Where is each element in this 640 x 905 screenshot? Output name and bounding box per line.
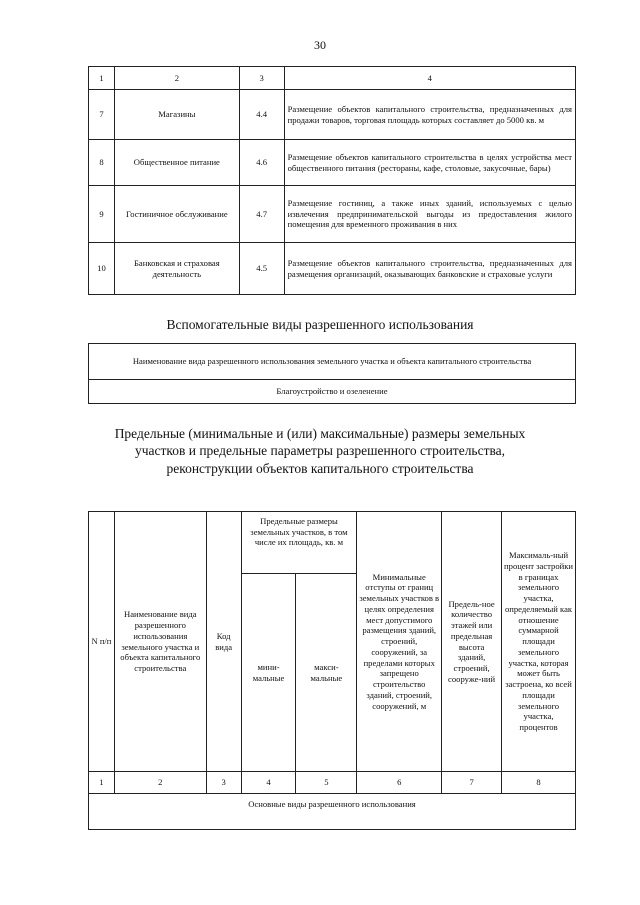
header-max-percent: Максималь-ный процент застройки в границах земельного участка, определяемый как отношение суммарной площади земельного участка, которая может быть застроена, ко всей площади земельного участка, процентов <box>502 512 576 772</box>
row-number: 8 <box>89 140 115 186</box>
header-cell: 4 <box>284 67 575 90</box>
use-description: Размещение гостиниц, а также иных зданий, используемых с целью извлечения предпринимательской выгоды из предоставления жилого помещения для временного проживания в них <box>284 186 575 243</box>
header-min: мини-мальные <box>241 574 296 772</box>
table-header-row <box>89 512 576 574</box>
column-number: 1 <box>89 772 115 794</box>
section-title: Основные виды разрешенного использования <box>89 794 576 830</box>
column-number: 8 <box>502 772 576 794</box>
column-numbers-row <box>89 772 576 794</box>
use-code: 4.6 <box>239 140 284 186</box>
use-code: 4.7 <box>239 186 284 243</box>
table-row <box>89 90 576 140</box>
table-header-row <box>89 67 576 90</box>
header-code: Код вида <box>206 512 241 772</box>
column-number: 6 <box>357 772 442 794</box>
column-number: 5 <box>296 772 357 794</box>
use-code: 4.5 <box>239 243 284 295</box>
auxiliary-uses-heading: Вспомогательные виды разрешенного использования <box>166 317 474 332</box>
table-row <box>89 140 576 186</box>
use-description: Размещение объектов капитального строительства, предназначенных для размещения организаций, оказывающих банковские и страховые услуги <box>284 243 575 295</box>
section-row <box>89 794 576 830</box>
auxiliary-uses-table <box>88 343 576 404</box>
use-description: Размещение объектов капитального строительства в целях устройства мест общественного питания (рестораны, кафе, столовые, закусочные, бары) <box>284 140 575 186</box>
use-name: Банковская и страховая деятельность <box>114 243 239 295</box>
table-row <box>89 186 576 243</box>
table-row <box>89 243 576 295</box>
header-max: макси-мальные <box>296 574 357 772</box>
auxiliary-header-cell: Наименование вида разрешенного использования земельного участка и объекта капитального строительства <box>89 344 576 380</box>
header-plot-sizes: Предельные размеры земельных участков, в том числе их площадь, кв. м <box>241 512 357 574</box>
header-use-name: Наименование вида разрешенного использования земельного участка и объекта капитального строительства <box>114 512 206 772</box>
header-number: N п/п <box>89 512 115 772</box>
column-number: 3 <box>206 772 241 794</box>
use-name: Общественное питание <box>114 140 239 186</box>
header-cell: 2 <box>114 67 239 90</box>
auxiliary-use-cell: Благоустройство и озеленение <box>89 380 576 404</box>
row-number: 9 <box>89 186 115 243</box>
header-cell: 3 <box>239 67 284 90</box>
row-number: 7 <box>89 90 115 140</box>
limits-table <box>88 511 576 830</box>
limits-heading: Предельные (минимальные и (или) максимальные) размеры земельных участков и предельные параметры разрешенного строительства, реконструкции объектов капитального строительства <box>114 426 526 476</box>
permitted-uses-table <box>88 66 576 295</box>
use-name: Гостиничное обслуживание <box>114 186 239 243</box>
use-name: Магазины <box>114 90 239 140</box>
use-code: 4.4 <box>239 90 284 140</box>
column-number: 4 <box>241 772 296 794</box>
column-number: 2 <box>114 772 206 794</box>
column-number: 7 <box>442 772 502 794</box>
page-number: 30 <box>314 38 326 52</box>
header-cell: 1 <box>89 67 115 90</box>
header-setbacks: Минимальные отступы от границ земельных участков в целях определения мест допустимого размещения зданий, строений, сооружений, за пределами которых запрещено строительство зданий, строений, сооружений, м <box>357 512 442 772</box>
use-description: Размещение объектов капитального строительства, предназначенных для продажи товаров, торговая площадь которых составляет до 5000 кв. м <box>284 90 575 140</box>
header-floors: Предель-ное количество этажей или предельная высота зданий, строений, сооруже-ний <box>442 512 502 772</box>
row-number: 10 <box>89 243 115 295</box>
